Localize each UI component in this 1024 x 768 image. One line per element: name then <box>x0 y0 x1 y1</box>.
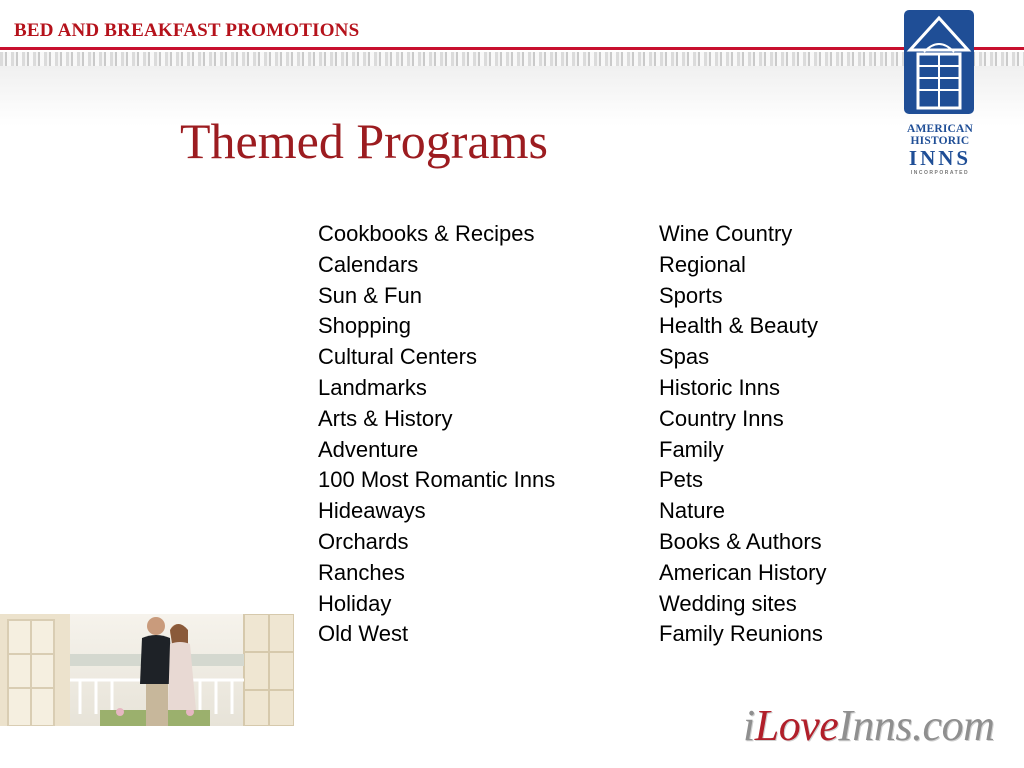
header-rule <box>0 47 1024 50</box>
program-item: Health & Beauty <box>659 313 818 339</box>
photo-man-body <box>140 635 172 684</box>
iloveinns-brand <box>743 700 994 751</box>
program-item: Cookbooks & Recipes <box>318 221 535 246</box>
program-item: Shopping <box>318 313 411 339</box>
inn-doorway-icon <box>898 8 982 116</box>
program-item: Wine Country <box>659 221 793 246</box>
logo-text <box>898 124 982 176</box>
program-item: Family Reunions <box>659 621 823 647</box>
page-title: Themed Programs <box>180 113 548 169</box>
header-texture <box>0 52 1024 66</box>
logo-line-incorporated: INCORPORATED <box>910 170 970 176</box>
photo-man-legs <box>146 684 168 726</box>
logo-line-inns: INNS <box>908 146 972 170</box>
program-item: Regional <box>659 251 746 277</box>
program-item: Family <box>659 436 724 462</box>
brand-inns-com: Inns.com <box>838 701 995 750</box>
themed-programs-list <box>318 219 826 650</box>
logo-line-american: AMERICAN <box>906 123 974 135</box>
header-title: BED AND BREAKFAST PROMOTIONS <box>14 20 360 41</box>
program-item: Hideaways <box>318 498 426 524</box>
couple-on-balcony-photo <box>0 614 294 726</box>
program-item: Landmarks <box>318 374 427 400</box>
program-item: American History <box>659 559 827 585</box>
programs-column-right <box>659 219 826 650</box>
program-item: Arts & History <box>318 405 453 431</box>
photo-flower <box>116 708 124 716</box>
program-item: Spas <box>659 344 710 370</box>
programs-column-left <box>318 219 659 650</box>
program-item: Holiday <box>318 590 392 616</box>
program-item: Old West <box>318 621 409 647</box>
program-item: Cultural Centers <box>318 344 477 370</box>
program-item: Orchards <box>318 528 409 554</box>
program-item: Wedding sites <box>659 590 797 616</box>
program-item: Books & Authors <box>659 528 822 554</box>
program-item: Sun & Fun <box>318 282 422 308</box>
logo-line-historic: HISTORIC <box>910 134 970 147</box>
program-item: Pets <box>659 467 704 493</box>
program-item: Calendars <box>318 251 419 277</box>
program-item: 100 Most Romantic Inns <box>318 467 556 493</box>
program-item: Adventure <box>318 436 419 462</box>
program-item: Country Inns <box>659 405 784 431</box>
program-item: Nature <box>659 498 726 524</box>
program-item: Ranches <box>318 559 405 585</box>
program-item: Sports <box>659 282 723 308</box>
program-item: Historic Inns <box>659 374 781 400</box>
photo-man-head <box>147 617 165 635</box>
brand-i: i <box>743 701 755 750</box>
couple-photo-illustration <box>0 614 294 726</box>
american-historic-inns-logo <box>898 8 982 178</box>
brand-love: Love <box>754 701 839 750</box>
